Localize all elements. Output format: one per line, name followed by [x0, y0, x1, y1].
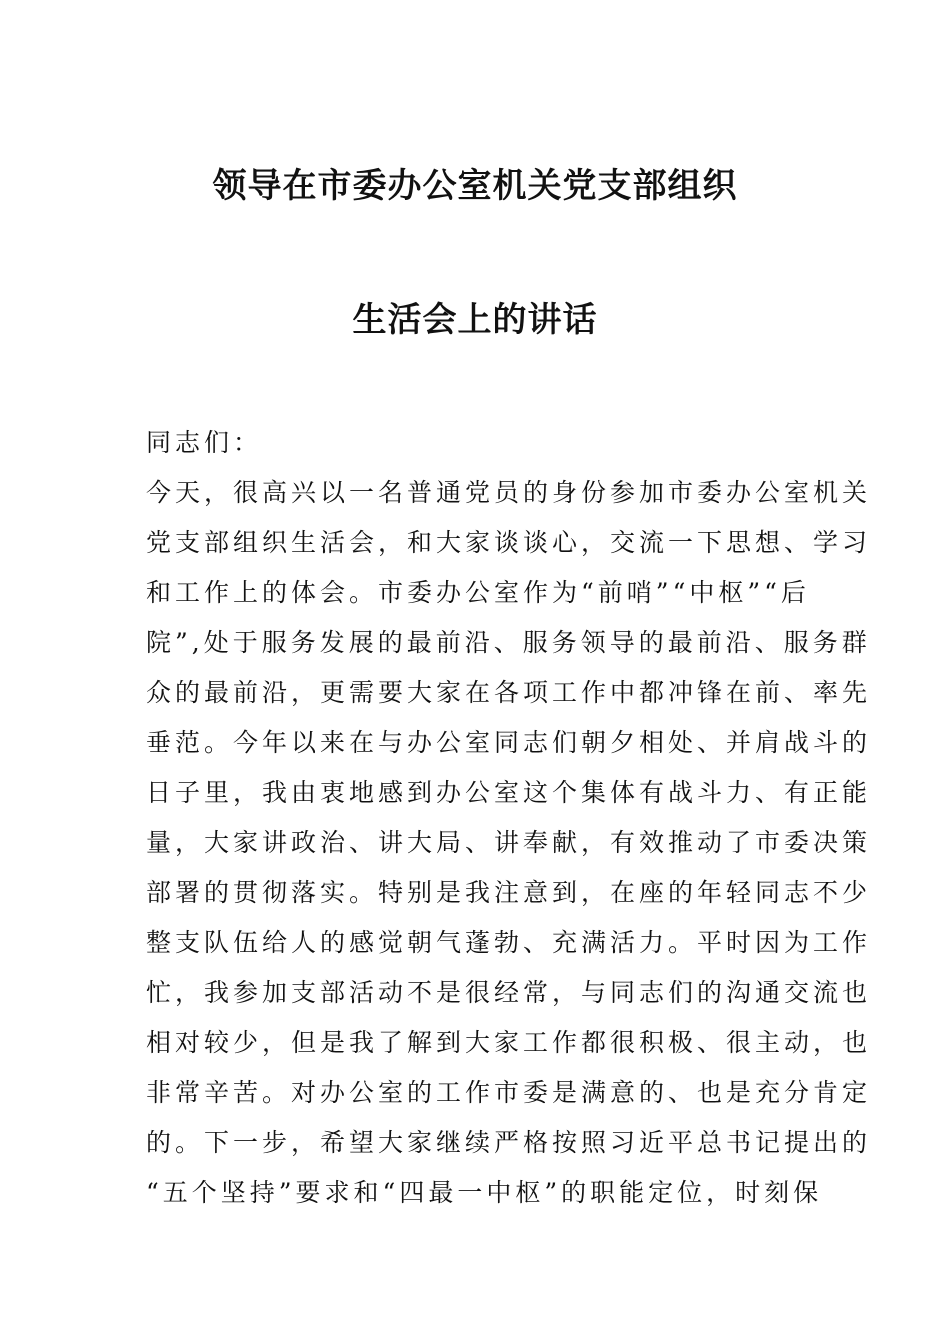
document-title-line-2: 生活会上的讲话 — [352, 300, 598, 340]
salutation: 同志们： — [146, 428, 263, 457]
paragraph-line: 今天，很高兴以一名普通党员的身份参加市委办公室机关 — [146, 478, 872, 507]
document-body — [146, 426, 872, 1226]
paragraph-line: 垂范。今年以来在与办公室同志们朝夕相处、并肩战斗的 — [146, 728, 872, 757]
paragraph-line: “五个坚持”要求和“四最一中枢”的职能定位，时刻保 — [146, 1178, 823, 1207]
document-title-line-1: 领导在市委办公室机关党支部组织 — [212, 166, 738, 206]
paragraph-line: 院”,处于服务发展的最前沿、服务领导的最前沿、服务群 — [146, 628, 871, 657]
paragraph-line: 相对较少，但是我了解到大家工作都很积极、很主动，也 — [146, 1028, 872, 1057]
paragraph-line: 部署的贯彻落实。特别是我注意到，在座的年轻同志不少 — [146, 878, 872, 907]
paragraph-line: 整支队伍给人的感觉朝气蓬勃、充满活力。平时因为工作 — [146, 928, 872, 957]
paragraph-line: 日子里，我由衷地感到办公室这个集体有战斗力、有正能 — [146, 778, 872, 807]
paragraph-line: 非常辛苦。对办公室的工作市委是满意的、也是充分肯定 — [146, 1078, 872, 1107]
paragraph-line: 量，大家讲政治、讲大局、讲奉献，有效推动了市委决策 — [146, 828, 872, 857]
paragraph-line: 众的最前沿，更需要大家在各项工作中都冲锋在前、率先 — [146, 678, 872, 707]
paragraph-line: 党支部组织生活会，和大家谈谈心，交流一下思想、学习 — [146, 528, 872, 557]
paragraph-line: 和工作上的体会。市委办公室作为“前哨”“中枢”“后 — [146, 578, 810, 607]
paragraph-line: 忙，我参加支部活动不是很经常，与同志们的沟通交流也 — [146, 978, 872, 1007]
paragraph-line: 的。下一步，希望大家继续严格按照习近平总书记提出的 — [146, 1128, 872, 1157]
